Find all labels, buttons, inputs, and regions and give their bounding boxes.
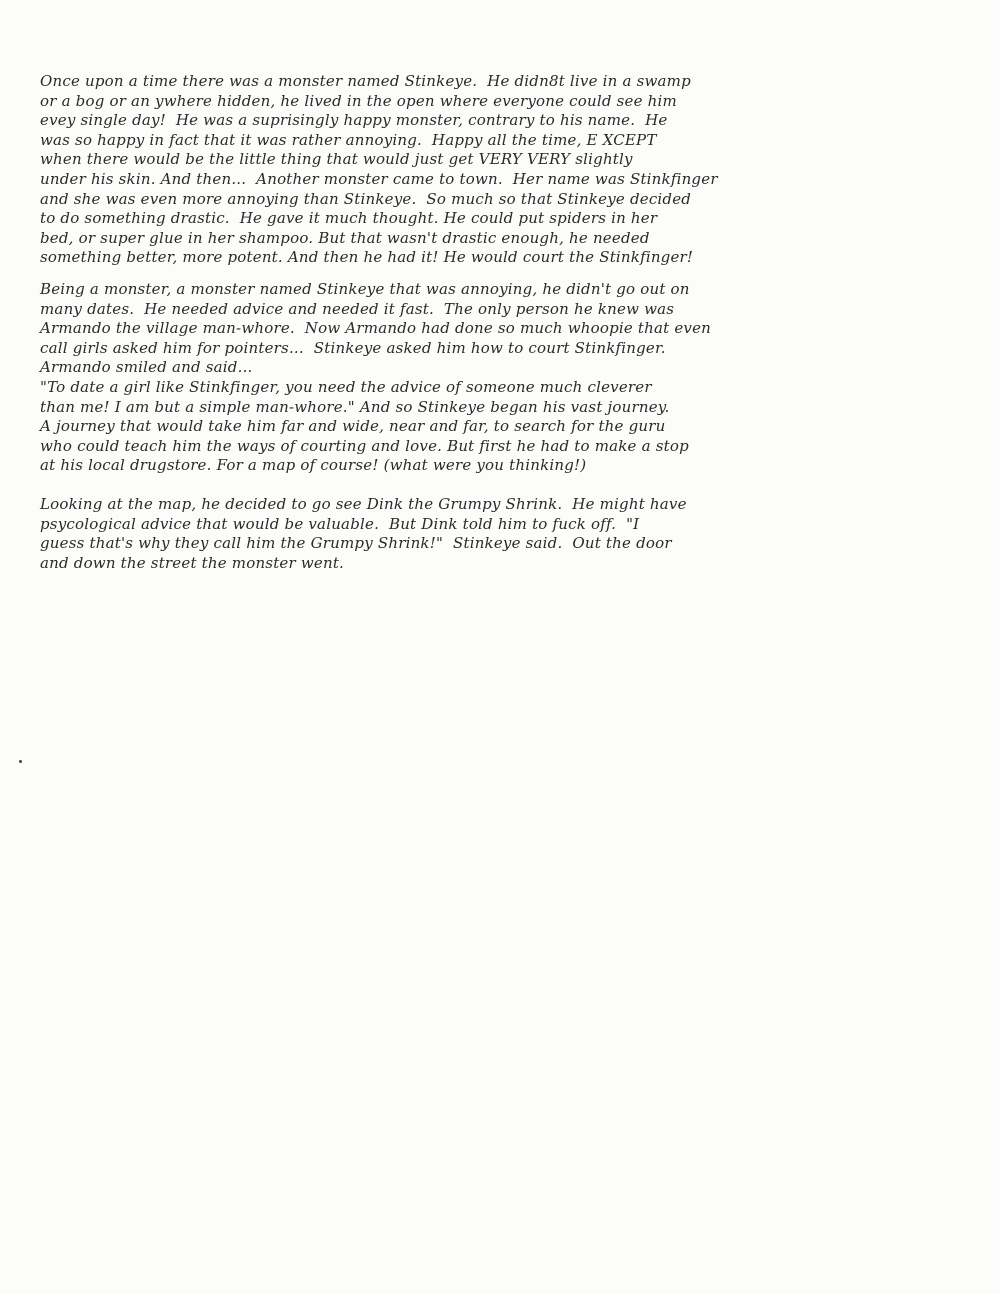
paper-speck: [19, 760, 22, 763]
text-line: and down the street the monster went.: [40, 553, 345, 572]
text-line: Armando smiled and said...: [40, 358, 253, 377]
text-line: call girls asked him for pointers... Stinkeye asked him how to court Stinkfinger.: [40, 338, 666, 357]
text-line: many dates. He needed advice and needed it fast. The only person he knew was: [40, 299, 675, 318]
text-line: bed, or super glue in her shampoo. But that wasn't drastic enough, he needed: [40, 228, 650, 247]
text-line: or a bog or an ywhere hidden, he lived in the open where everyone could see him: [40, 91, 677, 110]
text-line: Once upon a time there was a monster named Stinkeye. He didn8t live in a swamp: [40, 72, 691, 90]
text-line: "To date a girl like Stinkfinger, you need the advice of someone much cleverer: [40, 377, 652, 396]
text-line: was so happy in fact that it was rather annoying. Happy all the time, E XCEPT: [40, 130, 657, 149]
text-line: at his local drugstore. For a map of course! (what were you thinking!): [40, 456, 587, 475]
text-line: to do something drastic. He gave it much thought. He could put spiders in her: [40, 209, 658, 228]
text-line: evey single day! He was a suprisingly happy monster, contrary to his name. He: [40, 111, 668, 130]
paragraph-2: [40, 280, 960, 476]
paragraph-1: [40, 72, 960, 268]
text-line: who could teach him the ways of courting and love. But first he had to make a stop: [40, 436, 689, 455]
text-line: when there would be the little thing that would just get VERY VERY slightly: [40, 150, 633, 169]
text-line: than me! I am but a simple man-whore." And so Stinkeye began his vast journey.: [40, 397, 670, 416]
text-line: something better, more potent. And then he had it! He would court the Stinkfinger!: [40, 248, 694, 267]
text-line: under his skin. And then... Another monster came to town. Her name was Stinkfinger: [40, 169, 718, 188]
text-line: and she was even more annoying than Stinkeye. So much so that Stinkeye decided: [40, 189, 692, 208]
paragraph-3: [40, 495, 960, 573]
text-line: Being a monster, a monster named Stinkeye that was annoying, he didn't go out on: [40, 280, 690, 298]
text-line: Armando the village man-whore. Now Armando had done so much whoopie that even: [40, 319, 712, 338]
text-line: Looking at the map, he decided to go see Dink the Grumpy Shrink. He might have: [40, 495, 687, 513]
text-line: guess that's why they call him the Grumpy Shrink!" Stinkeye said. Out the door: [40, 534, 672, 553]
text-line: psycological advice that would be valuable. But Dink told him to fuck off. "I: [40, 514, 640, 533]
text-line: A journey that would take him far and wide, near and far, to search for the guru: [40, 417, 666, 436]
